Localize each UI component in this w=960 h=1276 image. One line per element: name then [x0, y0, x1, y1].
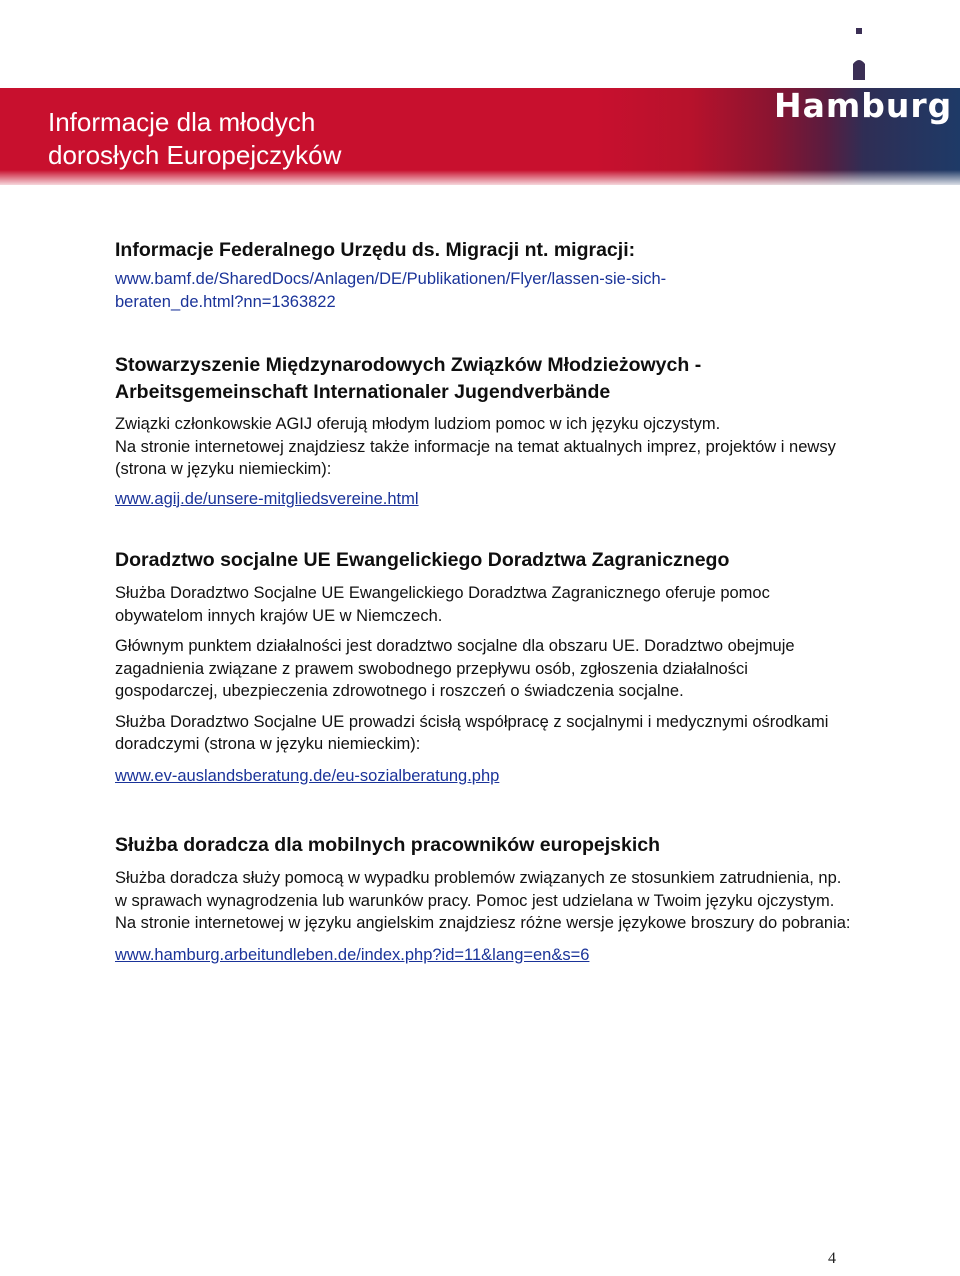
section-bamf: [115, 237, 855, 313]
page-title-line1: Informacje dla młodych: [48, 107, 316, 137]
section-ev-p2: Głównym punktem działalności jest doradztwo socjalne dla obszaru UE. Doradztwo obejmuje zagadnienia związane z prawem swobodnego przepływu osób, zgłoszenia działalności gospodarczej, ubezpieczenia zdrowotnego i roszczeń o świadczenia socjalne.: [115, 637, 795, 700]
section-agij: [115, 352, 855, 510]
page-title: [48, 106, 341, 172]
page-number: 4: [828, 1250, 836, 1267]
section-mobile-title: Służba doradcza dla mobilnych pracowników europejskich: [115, 834, 661, 856]
logo-text: Hamburg: [774, 86, 953, 125]
section-agij-p2: Na stronie internetowej znajdziesz także informacje na temat aktualnych imprez, projektów i newsy (strona w języku niemieckim):: [115, 437, 836, 478]
section-ev-p1: Służba Doradztwo Socjalne UE Ewangelickiego Doradztwa Zagranicznego oferuje pomoc obywatelom innych krajów UE w Niemczech.: [115, 584, 770, 625]
section-agij-title: [115, 352, 855, 406]
bamf-url-line1[interactable]: www.bamf.de/SharedDocs/Anlagen/DE/Publikationen/Flyer/lassen-sie-sich-: [115, 270, 667, 288]
page-title-line2: dorosłych Europejczyków: [48, 140, 342, 170]
header-fade: [0, 170, 960, 188]
hamburg-castle-icon: [836, 16, 882, 80]
section-agij-p1: Związki członkowskie AGIJ oferują młodym ludziom pomoc w ich języku ojczystym.: [115, 415, 721, 433]
page-header: [0, 0, 960, 185]
bamf-url-line2[interactable]: beraten_de.html?nn=1363822: [115, 292, 336, 311]
section-ev-p3: Służba Doradztwo Socjalne UE prowadzi ścisłą współpracę z socjalnymi i medycznymi ośrodkami doradczymi (strona w języku niemieckim):: [115, 712, 829, 753]
mobile-url-link[interactable]: www.hamburg.arbeitundleben.de/index.php?id=11&lang=en&s=6: [115, 945, 590, 964]
ev-url-link[interactable]: www.ev-auslandsberatung.de/eu-sozialberatung.php: [115, 766, 500, 785]
section-agij-title-line2: Arbeitsgemeinschaft Internationaler Jugendverbände: [115, 381, 611, 403]
section-agij-title-line1: Stowarzyszenie Międzynarodowych Związków Młodzieżowych -: [115, 354, 702, 376]
main-content: [115, 237, 855, 966]
section-ev: [115, 547, 855, 787]
section-mobile: [115, 832, 855, 966]
agij-url-link[interactable]: www.agij.de/unsere-mitgliedsvereine.html: [115, 489, 419, 508]
section-bamf-link[interactable]: [115, 268, 855, 313]
section-ev-title: Doradztwo socjalne UE Ewangelickiego Doradztwa Zagranicznego: [115, 549, 730, 571]
section-bamf-title: Informacje Federalnego Urzędu ds. Migracji nt. migracji:: [115, 239, 636, 261]
hamburg-logo: [774, 16, 953, 136]
section-mobile-p1: Służba doradcza służy pomocą w wypadku problemów związanych ze stosunkiem zatrudnienia, np. w sprawach wynagrodzenia lub warunków pracy. Pomoc jest udzielana w Twoim języku ojczystym. Na stronie internetowej w języku angielskim znajdziesz różne wersje językowe broszury do pobrania:: [115, 869, 851, 932]
